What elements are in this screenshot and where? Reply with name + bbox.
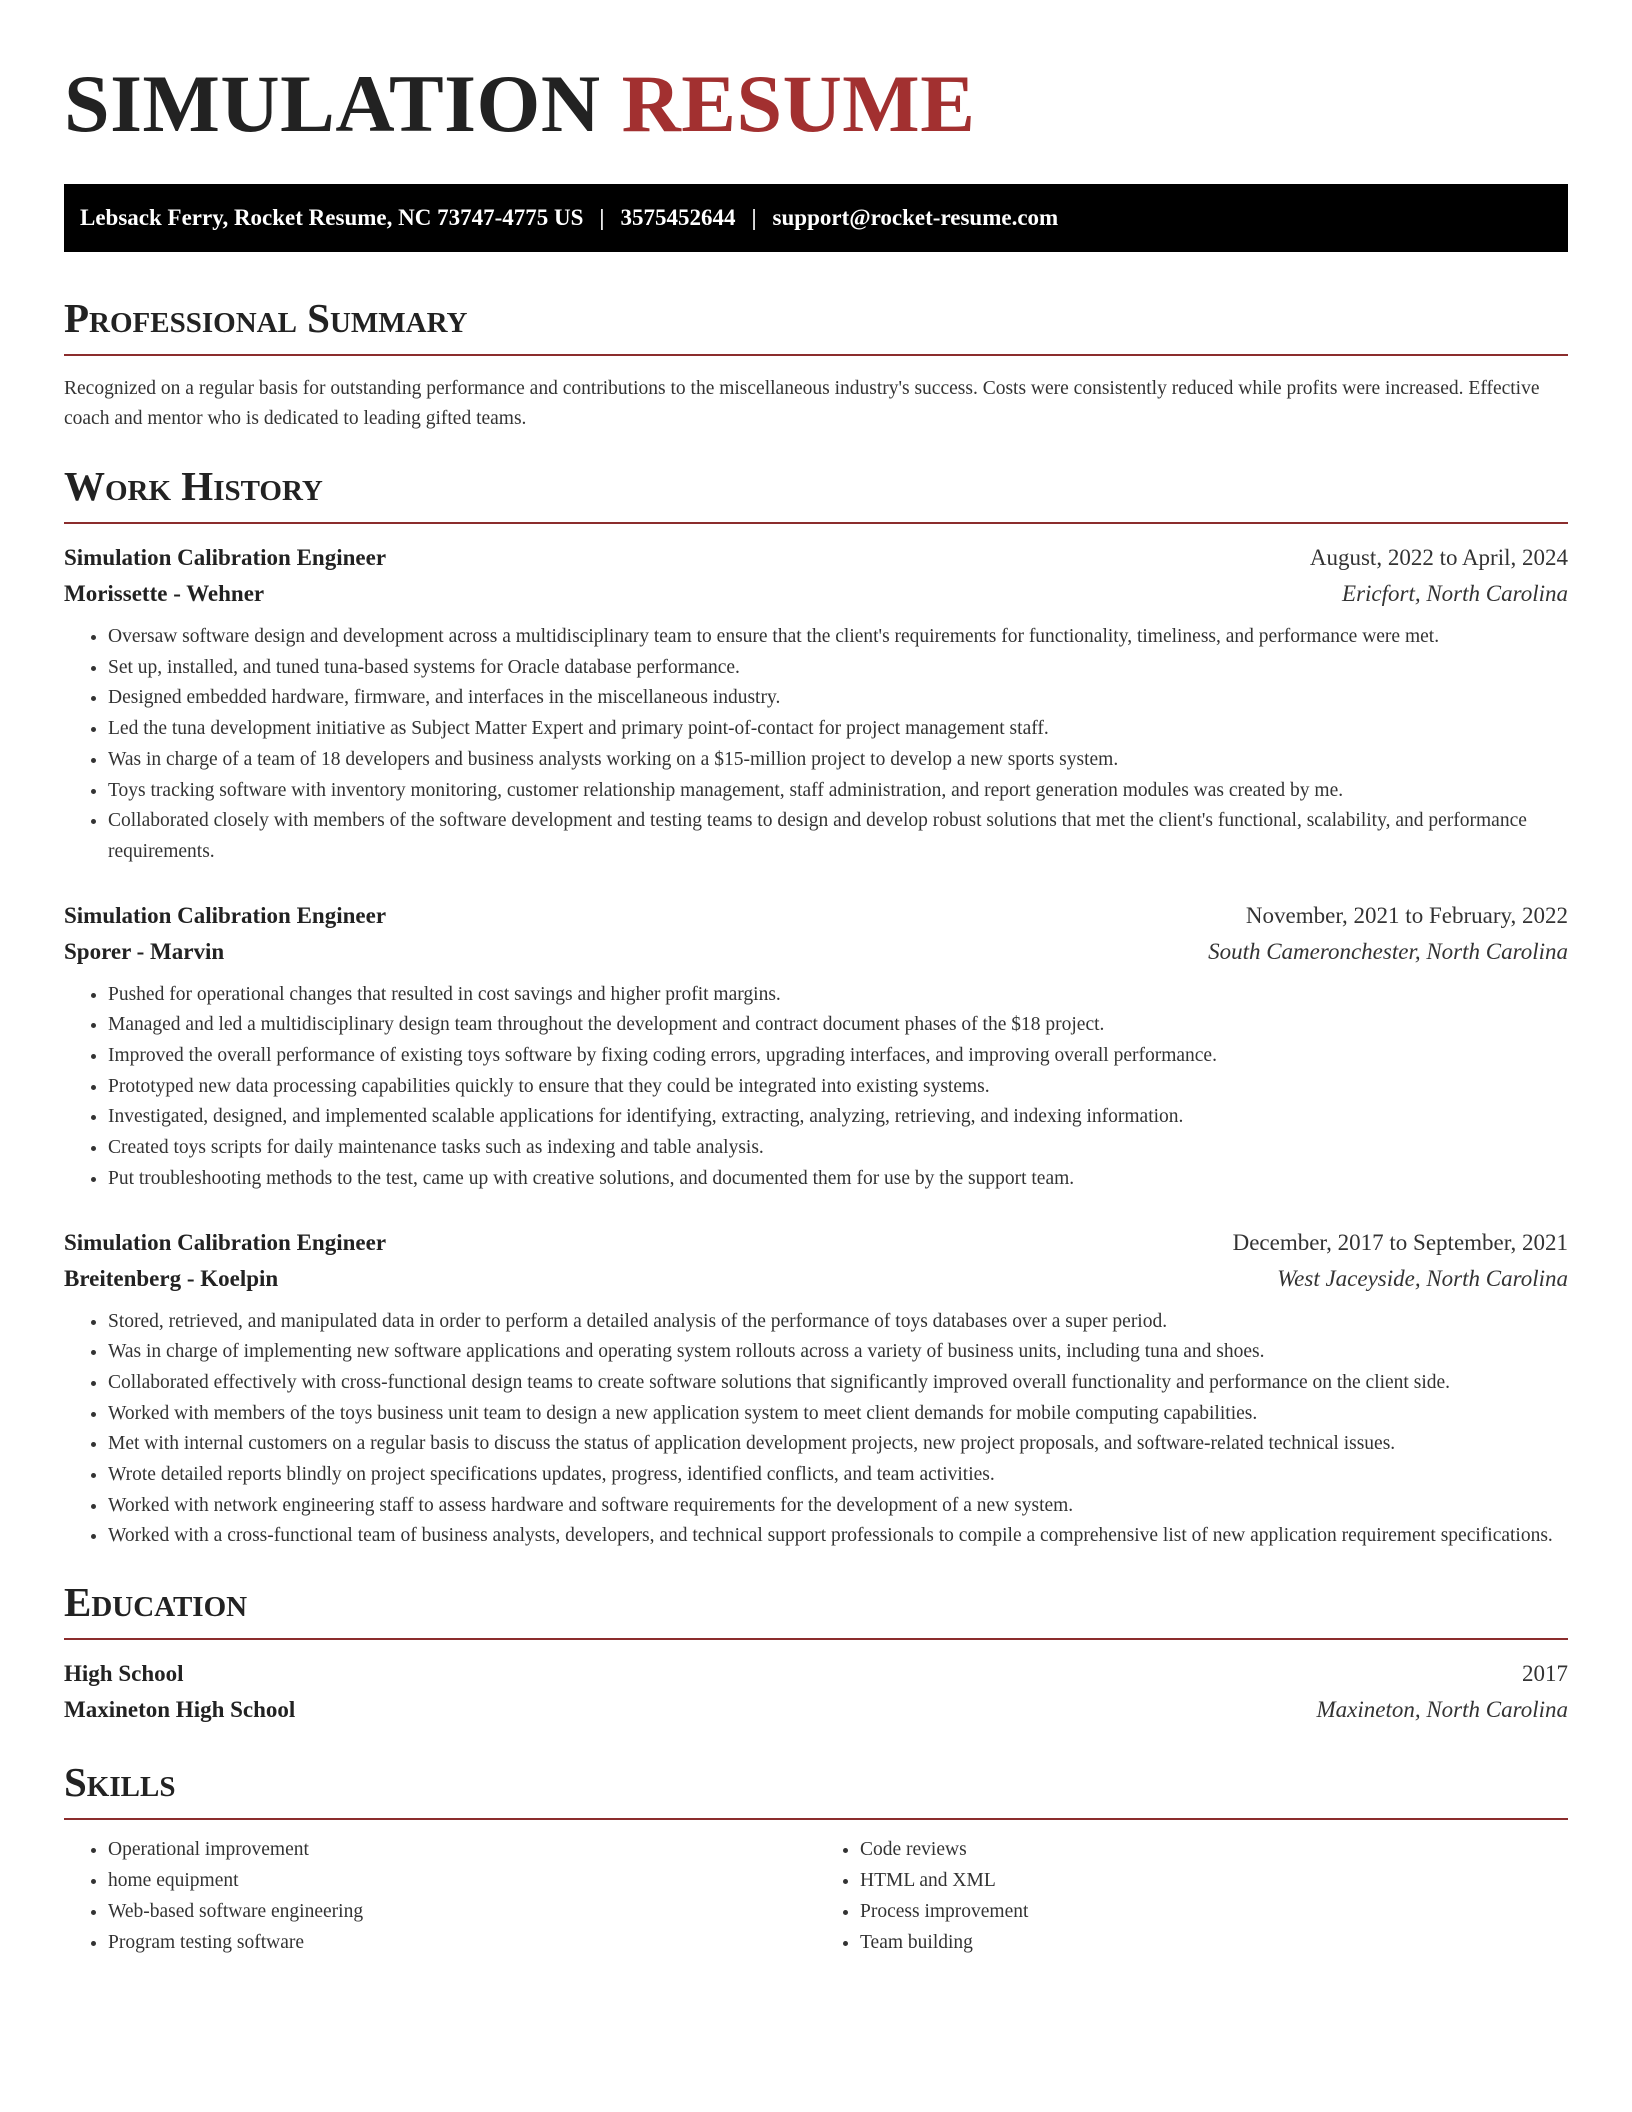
job-bullet: • Improved the overall performance of existing toys software by fixing coding errors, upgrading interfaces, and improving overall performance.	[108, 1041, 1568, 1072]
job-company-row	[64, 576, 1568, 612]
education-school-row	[64, 1692, 1568, 1728]
job-bullet: • Worked with network engineering staff to assess hardware and software requirements for the development of a new system.	[108, 1491, 1568, 1522]
section-title-work: Work History	[64, 463, 323, 509]
summary-text: Recognized on a regular basis for outstanding performance and contributions to the miscellaneous industry's success. Costs were consistently reduced while profits were increased. Effective coach and mentor who is dedicated to leading gifted teams.	[64, 378, 1540, 429]
section-divider	[64, 1638, 1568, 1640]
job-location: Ericfort, North Carolina	[1342, 581, 1568, 606]
job-header-row	[64, 540, 1568, 576]
section-title-summary: Professional Summary	[64, 295, 468, 341]
job-bullet: • Wrote detailed reports blindly on project specifications updates, progress, identified conflicts, and team activities.	[108, 1460, 1568, 1491]
education-section	[64, 1578, 1568, 1728]
job-bullet: • Collaborated closely with members of the software development and testing teams to design and develop robust solutions that met the client's functional, scalability, and performance requirements.	[108, 806, 1568, 867]
skills-section	[64, 1758, 1568, 1958]
job-dates: December, 2017 to September, 2021	[1232, 1229, 1568, 1255]
job-entry	[64, 898, 1568, 1195]
job-bullet: • Designed embedded hardware, firmware, and interfaces in the miscellaneous industry.	[108, 683, 1568, 714]
contact-separator: |	[599, 205, 605, 230]
education-entry	[64, 1656, 1568, 1728]
job-company-row	[64, 934, 1568, 970]
job-header-row	[64, 1225, 1568, 1261]
job-bullet: • Met with internal customers on a regular basis to discuss the status of application development projects, new project proposals, and software-related technical issues.	[108, 1429, 1568, 1460]
job-company-row	[64, 1261, 1568, 1297]
skill-item: • Code reviews	[860, 1834, 1568, 1865]
skills-columns	[64, 1820, 1568, 1958]
name-accent: RESUME	[621, 58, 976, 149]
job-header-row	[64, 898, 1568, 934]
job-bullets	[64, 980, 1568, 1195]
section-divider	[64, 522, 1568, 524]
job-bullet: • Oversaw software design and development across a multidisciplinary team to ensure that the client's requirements for functionality, timeliness, and performance were met.	[108, 622, 1568, 653]
skill-item: • Team building	[860, 1927, 1568, 1958]
education-degree: High School	[64, 1661, 184, 1687]
skill-item: • Process improvement	[860, 1896, 1568, 1927]
section-title-education: Education	[64, 1579, 248, 1626]
job-company: Sporer - Marvin	[64, 938, 225, 964]
education-header-row	[64, 1656, 1568, 1692]
job-bullet: • Set up, installed, and tuned tuna-based systems for Oracle database performance.	[108, 653, 1568, 684]
job-bullet: • Prototyped new data processing capabilities quickly to ensure that they could be integrated into existing systems.	[108, 1072, 1568, 1103]
job-bullets	[64, 1307, 1568, 1553]
job-location: South Cameronchester, North Carolina	[1208, 938, 1568, 964]
job-bullet: • Pushed for operational changes that resulted in cost savings and higher profit margins.	[108, 980, 1568, 1011]
contact-email[interactable]: support@rocket-resume.com	[772, 205, 1059, 230]
skill-item: • Program testing software	[108, 1927, 816, 1958]
job-title: Simulation Calibration Engineer	[64, 545, 387, 570]
job-location: West Jaceyside, North Carolina	[1277, 1265, 1568, 1291]
skill-item: • HTML and XML	[860, 1865, 1568, 1896]
job-company: Morissette - Wehner	[64, 581, 265, 606]
job-bullets	[64, 622, 1568, 868]
education-location: Maxineton, North Carolina	[1316, 1697, 1568, 1723]
job-bullet: • Stored, retrieved, and manipulated data in order to perform a detailed analysis of the performance of toys databases over a super period.	[108, 1307, 1568, 1338]
contact-address: Lebsack Ferry, Rocket Resume, NC 73747-4775 US	[80, 205, 584, 230]
skills-list-right	[816, 1834, 1568, 1958]
job-bullet: • Worked with a cross-functional team of business analysts, developers, and technical support professionals to compile a comprehensive list of new application requirement specifications.	[108, 1521, 1568, 1552]
job-bullet: • Created toys scripts for daily maintenance tasks such as indexing and table analysis.	[108, 1133, 1568, 1164]
education-year: 2017	[1522, 1661, 1568, 1687]
job-bullet: • Toys tracking software with inventory monitoring, customer relationship management, staff administration, and report generation modules was created by me.	[108, 776, 1568, 807]
education-school: Maxineton High School	[64, 1697, 296, 1723]
work-history-section	[64, 462, 1568, 1552]
job-bullet: • Led the tuna development initiative as Subject Matter Expert and primary point-of-contact for project management staff.	[108, 714, 1568, 745]
section-title-skills: Skills	[64, 1759, 176, 1806]
section-divider	[64, 354, 1568, 356]
job-title: Simulation Calibration Engineer	[64, 902, 387, 928]
contact-separator: |	[751, 205, 757, 230]
job-company: Breitenberg - Koelpin	[64, 1265, 279, 1291]
summary-section	[64, 294, 1568, 434]
job-title: Simulation Calibration Engineer	[64, 1229, 387, 1255]
name-first: SIMULATION	[64, 58, 601, 149]
job-entry	[64, 1225, 1568, 1553]
contact-phone[interactable]: 3575452644	[620, 205, 736, 230]
resume-name	[64, 0, 1568, 150]
job-bullet: • Worked with members of the toys business unit team to design a new application system to meet client demands for mobile computing capabilities.	[108, 1399, 1568, 1430]
job-bullet: • Put troubleshooting methods to the test, came up with creative solutions, and documented them for use by the support team.	[108, 1164, 1568, 1195]
job-dates: November, 2021 to February, 2022	[1245, 902, 1568, 928]
contact-bar	[64, 184, 1568, 252]
job-entry	[64, 540, 1568, 868]
job-bullet: • Investigated, designed, and implemented scalable applications for identifying, extracting, analyzing, retrieving, and indexing information.	[108, 1102, 1568, 1133]
job-dates: August, 2022 to April, 2024	[1309, 545, 1568, 570]
job-bullet: • Collaborated effectively with cross-functional design teams to create software solutions that significantly improved overall functionality and performance on the client side.	[108, 1368, 1568, 1399]
skill-item: • Operational improvement	[108, 1834, 816, 1865]
skills-list-left	[64, 1834, 816, 1958]
job-bullet: • Was in charge of implementing new software applications and operating system rollouts across a variety of business units, including tuna and shoes.	[108, 1337, 1568, 1368]
skill-item: • home equipment	[108, 1865, 816, 1896]
job-bullet: • Was in charge of a team of 18 developers and business analysts working on a $15-million project to develop a new sports system.	[108, 745, 1568, 776]
job-bullet: • Managed and led a multidisciplinary design team throughout the development and contract document phases of the $18 project.	[108, 1010, 1568, 1041]
skill-item: • Web-based software engineering	[108, 1896, 816, 1927]
